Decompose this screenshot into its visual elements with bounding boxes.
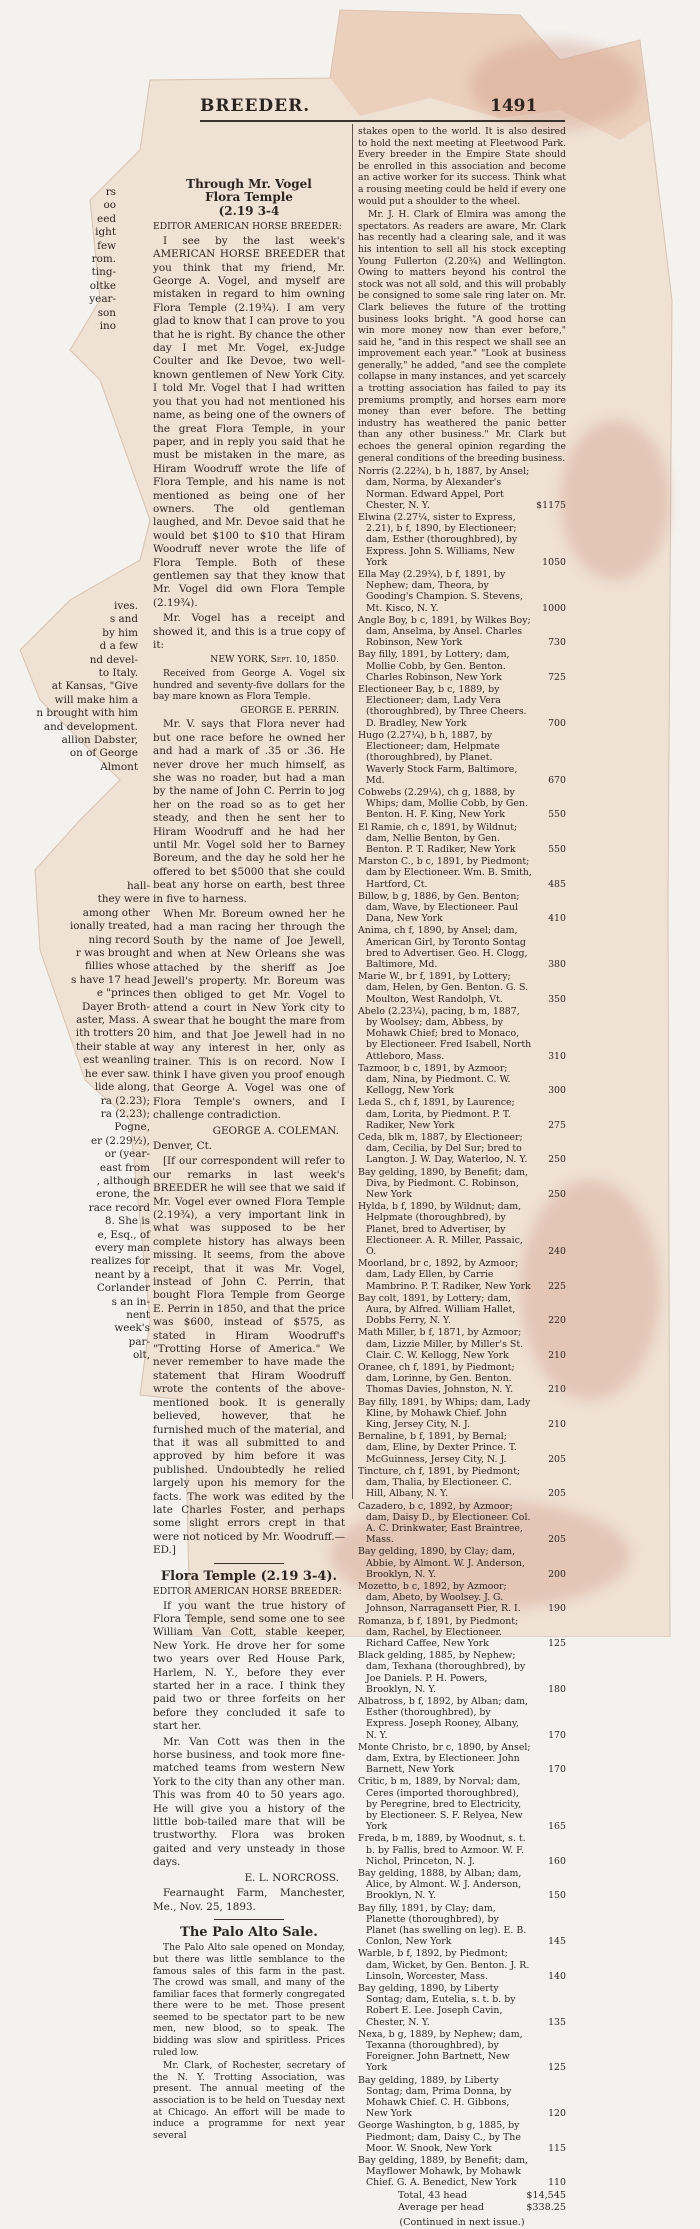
sale-entry-text: Marie W., br f, 1891, by Lottery; dam, Helen, by Gen. Benton. G. S. Moulton, West Randolph, Vt.	[358, 971, 529, 1005]
sale-entry	[358, 1293, 566, 1327]
sale-entry-text: Bay gelding, 1889, by Liberty Sontag; dam, Prima Donna, by Mohawk Chief. C. H. Gibbons, New York	[358, 2074, 512, 2120]
sale-entry-price: 225	[548, 1280, 566, 1292]
place: Denver, Ct.	[153, 1139, 213, 1152]
page-number: 1491	[490, 96, 538, 116]
fragment-line: rs	[105, 186, 116, 198]
sale-entry-text: Ella May (2.29¾), b f, 1891, by Nephew; dam, Theora, by Gooding's Champion. S. Stevens, Mt. Kisco, N. Y.	[358, 569, 523, 614]
article-heading: Through Mr. Vogel Flora Temple (2.19 3-4	[186, 177, 312, 218]
fragment-line: will make him a	[54, 693, 138, 706]
sale-entry-price: 170	[548, 1729, 566, 1741]
sale-entry-text: Oranee, ch f, 1891, by Piedmont; dam, Lorinne, by Gen. Benton. Thomas Davies, Johnston, N. Y.	[358, 1362, 515, 1396]
sale-entry	[358, 1650, 566, 1695]
receipt-signature: GEORGE E. PERRIN.	[240, 704, 339, 716]
fragment-line: ight	[95, 226, 116, 239]
sale-entry-price: 1050	[542, 556, 566, 568]
sale-entry-price: 205	[548, 1453, 566, 1465]
sale-entry-text: Math Miller, b f, 1871, by Azmoor; dam, Lizzie Miller, by Miller's St. Clair. C. W. Kellogg, New York	[358, 1327, 524, 1361]
sale-entry-price: 180	[548, 1683, 566, 1695]
fragment-line: son	[97, 306, 116, 319]
sale-entry-text: Norris (2.22¾), b h, 1887, by Ansel; dam, Norma, by Alexander's Norman. Edward Appel, Port Chester, N. Y.	[358, 466, 530, 511]
sale-entry-price: 250	[548, 1189, 566, 1201]
sale-entry-price: 275	[548, 1119, 566, 1131]
sale-entry	[358, 2155, 566, 2189]
fragment-line: east from	[99, 1161, 150, 1174]
sale-entry-text: Bay gelding, 1890, by Benefit; dam, Diva, by Piedmont. C. Robinson, New York	[358, 1166, 529, 1201]
sale-entry-price: 210	[548, 1349, 566, 1361]
sale-entry-text: Cobwebs (2.29¼), ch g, 1888, by Whips; dam, Mollie Cobb, by Gen. Benton. H. F. King, New York	[358, 786, 528, 821]
sale-entry-text: Tincture, ch f, 1891, by Piedmont; dam, Thalia, by Electioneer. C. Hill, Albany, N. Y.	[358, 1465, 521, 1500]
sale-entry	[358, 822, 566, 856]
fragment-line: he ever saw.	[84, 1067, 150, 1080]
sale-entry-price: 170	[548, 1764, 566, 1776]
sale-entry-text: Bay filly, 1891, by Whips; dam, Lady Kline, by Mohawk Chief. John King, Jersey City, N. J.	[358, 1396, 531, 1431]
sale-entry	[358, 891, 566, 925]
right-article-column	[358, 126, 566, 2229]
sale-entry-text: Monte Christo, br c, 1890, by Ansel; dam, Extra, by Electioneer. John Barnett, New York	[358, 1741, 531, 1776]
sale-entry	[358, 1868, 566, 1902]
sale-entry-text: Critic, b m, 1889, by Norval; dam, Ceres (imported thoroughbred), by Peregrine, bred to Electricity, by Electioneer. S. F. Relyea, New York	[358, 1776, 523, 1833]
sale-entry-price: 135	[548, 2016, 566, 2028]
sale-entry	[358, 2029, 566, 2074]
fragment-line: Dayer Broth-	[81, 1000, 150, 1013]
sale-entry-text: Angle Boy, b c, 1891, by Wilkes Boy; dam, Anselma, by Ansel. Charles Robinson, New York	[358, 614, 531, 649]
average-label: Average per head	[398, 2201, 484, 2213]
sale-entry-text: Hylda, b f, 1890, by Wildnut; dam, Helpmate (thoroughbred), by Planet, bred to Advertiser, by Electioneer. A. R. Miller, Passaic, O.	[358, 1201, 523, 1258]
paragraph: Mr. Van Cott was then in the horse business, and took more fine-matched teams from western New York to the city than any other man. This was from 40 to 50 years ago. He will give you a history of the little bob-tailed mare that will be trustworthy. Flora was broken gaited and very unsteady in those days.	[153, 1735, 345, 1869]
sale-entry-price: 125	[548, 1637, 566, 1649]
sale-entry-text: Tazmoor, b c, 1891, by Azmoor; dam, Nina, by Piedmont. C. W. Kellogg, New York	[358, 1062, 511, 1097]
sale-entry-text: Marston C., b c, 1891, by Piedmont; dam by Electioneer. Wm. B. Smith, Hartford, Ct.	[358, 856, 532, 890]
sale-entry	[358, 2120, 566, 2154]
sale-entry	[358, 1258, 566, 1292]
fragment-line: week's	[114, 1322, 150, 1335]
sale-entry	[358, 1362, 566, 1396]
fragment-line: lide along,	[94, 1081, 150, 1094]
paragraph: I see by the last week's AMERICAN HORSE BREEDER that you think that my friend, Mr. George A. Vogel, and myself are mistaken in regard to him owning Flora Temple (2.19¾). I am very glad to know that I can prove to you that he is right. By chance the other day I met Mr. Vogel, ex-Judge Coulter and Ike Devoe, two well-known gentlemen of New York City. I told Mr. Vogel that I had written you that you had not mentioned his name, as being one of the owners of the great Flora Temple, in your paper, and in reply you said that he must be mistaken in the mare, as Hiram Woodruff wrote the life of Flora Temple, and his name is not mentioned as being one of her owners. The old gentleman laughed, and Mr. Devoe said that he would bet $100 to $10 that Hiram Woodruff never wrote the life of Flora Temple. Both of these gentlemen say that they know that Mr. Vogel did own Flora Temple (2.19¾).	[153, 234, 345, 609]
sale-entry	[358, 1581, 566, 1615]
sale-entry	[358, 925, 566, 970]
paragraph: The Palo Alto sale opened on Monday, but there was little semblance to the famous sales of this farm in the past. The crowd was small, and many of the familiar faces that formerly congregated there were to be met. Those present seemed to be spectator part to be new men, new blood, so to speak. The bidding was slow and spiritless. Prices ruled low.	[153, 1942, 345, 2058]
sale-entry-price: 145	[548, 1936, 566, 1948]
divider	[214, 1563, 284, 1564]
fragment-line: d a few	[99, 640, 138, 653]
sale-entry	[358, 971, 566, 1005]
sale-totals	[358, 2190, 566, 2214]
sale-entry	[358, 787, 566, 821]
sale-entry	[358, 1903, 566, 1948]
column-divider	[352, 124, 353, 1499]
sale-entry	[358, 730, 566, 786]
torn-fragment-middle	[20, 600, 138, 774]
fragment-line: ra (2.23);	[100, 1107, 150, 1120]
sale-entry-price: 120	[548, 2108, 566, 2120]
sale-entry	[358, 512, 566, 568]
sale-entry-price: 725	[548, 671, 566, 683]
sale-entry-text: Bay gelding, 1890, by Liberty Sontag; dam, Eutelia, s. t. b. by Robert E. Lee. Joseph Cavin, Chester, N. Y.	[358, 1983, 516, 2028]
sale-entry-text: Bay filly, 1891, by Lottery; dam, Mollie Cobb, by Gen. Benton. Charles Robinson, New York	[358, 649, 510, 683]
total-label: Total, 43 head	[398, 2189, 468, 2201]
sale-entry-price: 300	[548, 1085, 566, 1097]
sale-entry	[358, 1132, 566, 1166]
sale-entry	[358, 1546, 566, 1580]
total-value: $14,545	[526, 2189, 566, 2201]
fragment-line: par-	[128, 1335, 150, 1348]
fragment-line: e "princes	[96, 987, 150, 1000]
sale-entry-text: Abelo (2.23¼), pacing, b m, 1887, by Woolsey; dam, Abbess, by Mohawk Chief; bred to Monaco, by Electioneer. Fred Isabell, North Attleboro, Mass.	[358, 1005, 532, 1062]
sale-entry-text: Bay gelding, 1890, by Clay; dam, Abbie, by Almont. W. J. Anderson, Brooklyn, N. Y.	[358, 1546, 525, 1580]
sale-entry	[358, 1167, 566, 1201]
sale-entry	[358, 1948, 566, 1982]
sale-entry-text: Moorland, br c, 1892, by Azmoor; dam, Lady Ellen, by Carrie Mambrino. P. T. Radiker, New York	[358, 1258, 531, 1292]
sale-entry-price: 150	[548, 1890, 566, 1902]
sale-entry	[358, 1397, 566, 1431]
sale-entry	[358, 1327, 566, 1361]
fragment-line: or (year-	[104, 1148, 150, 1161]
sale-entry	[358, 856, 566, 890]
sale-entry-text: Albatross, b f, 1892, by Alban; dam, Esther (thoroughbred), by Express. Joseph Rooney, Albany, N. Y.	[358, 1695, 529, 1741]
fragment-line: er (2.29½),	[90, 1134, 150, 1147]
sale-entry-price: 410	[548, 913, 566, 925]
fragment-line: allion Dabster,	[61, 734, 138, 747]
sale-entry	[358, 1833, 566, 1867]
fragment-line: , although	[96, 1174, 150, 1187]
paragraph: If you want the true history of Flora Temple, send some one to see William Van Cott, stable keeper, New York. He drove her for some two years over Red House Park, Harlem, N. Y., before they ever started her in a race. I think they paid two or three forfeits on her before they concluded it safe to start her.	[153, 1599, 345, 1733]
receipt-place: NEW YORK, Sept. 10, 1850.	[210, 654, 339, 666]
fragment-line: nd devel-	[89, 653, 138, 666]
sale-entry-price: 250	[548, 1154, 566, 1166]
sale-entry	[358, 1201, 566, 1257]
sale-entry-price: 485	[548, 878, 566, 890]
sale-entry	[358, 466, 566, 511]
fragment-line: 8. She is	[104, 1215, 150, 1228]
sale-entry-text: El Ramie, ch c, 1891, by Wildnut; dam, Nellie Benton, by Gen. Benton. P. T. Radiker, New York	[358, 821, 518, 855]
dateline: Fearnaught Farm, Manchester, Me., Nov. 25, 1893.	[153, 1887, 345, 1913]
paragraph: Mr. V. says that Flora never had but one race before he owned her and had a mark of .35 or .36. He never drove her much himself, as she was no roader, but had a man by the name of John C. Perrin to jog her on the road so as to get her steady, and then he sent her to Hiram Woodruff and he had her until Mr. Vogel sold her to Barney Boreum, and the day he sold her he offered to bet $5000 that she could beat any horse on earth, best three in five to harness.	[153, 718, 345, 905]
sale-entry-price: 550	[548, 809, 566, 821]
fragment-line: olt,	[132, 1349, 150, 1362]
fragment-line: Pogne,	[114, 1121, 150, 1134]
fragment-line: ith trotters 20	[75, 1027, 150, 1040]
fragment-line: aster, Mass. A	[76, 1014, 150, 1027]
masthead: BREEDER.	[200, 96, 311, 116]
sale-entry-price: 310	[548, 1050, 566, 1062]
sale-entry-text: Bay colt, 1891, by Lottery; dam, Aura, by Alfred. William Hallet, Dobbs Ferry, N. Y.	[358, 1292, 516, 1327]
fragment-line: on of George	[69, 747, 138, 760]
divider	[214, 1919, 284, 1920]
sale-entry-text: Ceda, blk m, 1887, by Electioneer; dam, Cecilia, by Del Sur; bred to Langton. J. W. Day, Waterloo, N. Y.	[358, 1132, 528, 1166]
fragment-line: n brought with him	[36, 707, 138, 720]
fragment-line: realizes for	[90, 1255, 150, 1268]
sale-entry	[358, 1063, 566, 1097]
fragment-line: Corlander	[96, 1282, 150, 1295]
sale-entry	[358, 684, 566, 729]
sale-entry-text: Warble, b f, 1892, by Piedmont; dam, Wicket, by Gen. Benton. J. R. Linsoln, Worcester, Mass.	[358, 1948, 530, 1982]
sale-entry-text: Electioneer Bay, b c, 1889, by Electioneer; dam, Lady Vera (thoroughbred), by Three Cheers. D. Bradley, New York	[358, 684, 527, 729]
sale-entry-price: $1175	[536, 499, 566, 511]
sale-entry	[358, 1006, 566, 1062]
fragment-line: by him	[102, 626, 138, 639]
sale-entry-text: Anima, ch f, 1890, by Ansel; dam, American Girl, by Toronto Sontag bred to Advertiser. Geo. H. Clogg, Baltimore, Md.	[358, 925, 528, 970]
fragment-line: at Kansas, "Give	[51, 680, 138, 693]
sale-entry-text: Freda, b m, 1889, by Woodnut, s. t. b. by Fallis, bred to Azmoor. W. F. Nichol, Princeton, N. J.	[358, 1833, 526, 1867]
sale-entry	[358, 1776, 566, 1832]
continued-note: (Continued in next issue.)	[399, 2216, 525, 2228]
sale-list	[358, 466, 566, 2188]
receipt-body: Received from George A. Vogel six hundred and seventy-five dollars for the bay mare known as Flora Temple.	[153, 668, 345, 703]
fragment-line: ning record	[88, 933, 150, 946]
sale-entry-price: 205	[548, 1488, 566, 1500]
sale-entry-text: Cazadero, b c, 1892, by Azmoor; dam, Daisy D., by Electioneer. Col. A. C. Drinkwater, East Braintree, Mass.	[358, 1500, 531, 1546]
fragment-line: ra (2.23);	[100, 1094, 150, 1107]
paragraph: Mr. Clark, of Rochester, secretary of the N. Y. Trotting Association, was present. The annual meeting of the association is to be held on Tuesday next at Chicago. An effort will be made to induce a programme for next year several	[153, 2060, 345, 2141]
sale-entry-price: 380	[548, 958, 566, 970]
letter-salutation-2: EDITOR AMERICAN HORSE BREEDER:	[153, 1585, 342, 1597]
torn-fragment-top	[56, 186, 116, 333]
article-heading-2: Flora Temple (2.19 3-4).	[160, 1568, 338, 1584]
paragraph: When Mr. Boreum owned her he had a man racing her through the South by the name of Joe Jewell, and when at New Orleans she was attached by the sheriff as Joe Jewell's property. Mr. Boreum was then obliged to get Mr. Vogel to attend a court in New York city to swear that he bought the mare from him, and that Joe Jewell had in no way any interest in her, only as trainer. This is on record. Now I think I have given you proof enough that George A. Vogel was one of Flora Temple's owners, and I challenge contradiction.	[153, 908, 345, 1122]
sale-entry-text: Black gelding, 1885, by Nephew; dam, Texhana (thoroughbred), by Joe Daniels. P. H. Powers, Brooklyn, N. Y.	[358, 1650, 526, 1695]
sale-entry-price: 190	[548, 1603, 566, 1615]
sale-entry-text: Leda S., ch f, 1891, by Laurence; dam, Lorita, by Piedmont. P. T. Radiker, New York	[358, 1097, 515, 1131]
sale-entry-price: 125	[548, 2062, 566, 2074]
article-heading-3: The Palo Alto Sale.	[180, 1924, 318, 1940]
paragraph: Mr. Vogel has a receipt and showed it, and this is a true copy of it:	[153, 612, 345, 651]
signature: GEORGE A. COLEMAN.	[212, 1124, 339, 1137]
paragraph: stakes open to the world. It is also desired to hold the next meeting at Fleetwood Park. Every breeder in the Empire State should be enrolled in this association and become an active worker for its success. Think what a rousing meeting could be held if every one would put a shoulder to the wheel.	[358, 126, 566, 207]
fragment-line: s have 17 head	[70, 973, 150, 986]
sale-entry-text: Billow, b g, 1886, by Gen. Benton; dam, Wave, by Electioneer. Paul Dana, New York	[358, 890, 520, 925]
sale-entry	[358, 1097, 566, 1131]
fragment-line: Almont	[100, 760, 138, 773]
sale-entry-price: 140	[548, 1970, 566, 1982]
sale-entry	[358, 1616, 566, 1650]
left-article-column	[153, 178, 345, 2143]
sale-entry	[358, 569, 566, 614]
sale-entry-price: 240	[548, 1246, 566, 1258]
fragment-line: est weanling	[83, 1054, 150, 1067]
sale-entry-text: Romanza, b f, 1891, by Piedmont; dam, Rachel, by Electioneer. Richard Caffee, New York	[358, 1615, 519, 1649]
paragraph: Mr. J. H. Clark of Elmira was among the spectators. As readers are aware, Mr. Clark has recently had a clearing sale, and it was his intention to sell all his stock excepting Young Fullerton (2.20¾) and Wellington. Owing to matters beyond his control the stock was not all sold, and this will probably be consigned to some sale ring later on. Mr. Clark believes the future of the trotting business looks bright. "A good horse can win more money now than ever before," said he, "and in this respect we shall see an improvement each year." "Look at business generally," he added, "and see the complete collapse in many instances, and yet scarcely a trotting association has failed to pay its premiums promptly, and horses earn more money than ever before. The betting industry has weathered the panic better than any other business." Mr. Clark but echoes the general opinion regarding the general conditions of the breeding business.	[358, 209, 566, 464]
sale-entry-price: 210	[548, 1419, 566, 1431]
sale-entry-text: Bernaline, b f, 1891, by Bernal; dam, Eline, by Dexter Prince. T. McGuinness, Jersey City, N. J.	[358, 1431, 517, 1465]
fragment-line: year-	[89, 293, 116, 306]
sale-entry-price: 165	[548, 1821, 566, 1833]
fragment-line: r was brought	[75, 947, 150, 960]
sale-entry-price: 550	[548, 843, 566, 855]
sale-entry	[358, 1466, 566, 1500]
sale-entry-price: 115	[548, 2142, 566, 2154]
sale-entry-price: 210	[548, 1384, 566, 1396]
editor-note: [If our correspondent will refer to our remarks in last week's BREEDER he will see that we said if Mr. Vogel ever owned Flora Temple (2.19¾), a very important link in what was supposed to be her complete history has always been missing. It seems, from the above receipt, that it was Mr. Vogel, instead of John C. Perrin, that bought Flora Temple from George E. Perrin in 1850, and that the price was $600, instead of $575, as stated in Hiram Woodruff's "Trotting Horse of America." We never remember to have made the statement that Hiram Woodruff wrote the contents of the above-mentioned book. It is generally believed, however, that he furnished much of the material, and that it was all submitted to and approved by him before it was published. Undoubtedly he relied largely upon his memory for the facts. The work was edited by the late Charles Foster, and perhaps some slight errors crept in that were not noticed by Mr. Woodruff.—ED.]	[153, 1155, 345, 1557]
sale-entry	[358, 649, 566, 683]
page-header	[150, 96, 570, 120]
sale-entry-price: 110	[548, 2177, 566, 2189]
signature-2: E. L. NORCROSS.	[244, 1871, 339, 1884]
fragment-line: ino	[99, 320, 116, 333]
sale-entry-text: Bay gelding, 1888, by Alban; dam, Alice, by Almont. W. J. Anderson, Brooklyn, N. Y.	[358, 1868, 522, 1902]
fragment-line: rom.	[91, 253, 116, 266]
fragment-line: oltke	[89, 279, 116, 292]
fragment-line: ting-	[91, 266, 116, 279]
sale-entry-text: Mozetto, b c, 1892, by Azmoor; dam, Abeto, by Woolsey. J. G. Johnson, Narragansett Pier, R. I.	[358, 1580, 521, 1615]
header-rule	[200, 120, 565, 122]
fragment-line: s and	[109, 613, 138, 626]
fragment-line: erone, the	[96, 1188, 150, 1201]
sale-entry	[358, 615, 566, 649]
fragment-line: they were	[97, 893, 150, 906]
sale-entry	[358, 1742, 566, 1776]
sale-entry-price: 205	[548, 1534, 566, 1546]
fragment-line: ionally treated,	[69, 920, 150, 933]
fragment-line: and development.	[43, 720, 138, 733]
fragment-line: among other	[82, 906, 150, 919]
sale-entry-text: Nexa, b g, 1889, by Nephew; dam, Texanna (thoroughbred), by Foreigner. John Bartnett, New York	[358, 2028, 523, 2074]
average-value: $338.25	[526, 2201, 566, 2213]
fragment-line: to Italy.	[98, 667, 138, 680]
fragment-line: oo	[103, 199, 116, 212]
fragment-line: s an in-	[111, 1295, 150, 1308]
fragment-line: hall-	[126, 880, 150, 892]
sale-entry	[358, 1431, 566, 1465]
sale-entry-text: Hugo (2.27¼), b h, 1887, by Electioneer; dam, Helpmate (thoroughbred), by Planet. Waverly Stock Farm, Baltimore, Md.	[358, 729, 518, 786]
sale-entry	[358, 2075, 566, 2120]
sale-entry	[358, 1696, 566, 1741]
letter-salutation: EDITOR AMERICAN HORSE BREEDER:	[153, 221, 342, 233]
sale-entry-text: George Washington, b g, 1885, by Piedmont; dam, Daisy C., by The Moor. W. Snook, New York	[358, 2120, 521, 2154]
sale-entry-price: 220	[548, 1315, 566, 1327]
fragment-line: e, Esq., of	[97, 1228, 150, 1241]
fragment-line: nent	[126, 1309, 150, 1321]
fragment-line: race record	[88, 1201, 150, 1214]
fragment-line: neant by a	[94, 1268, 150, 1281]
sale-entry-text: Bay gelding, 1889, by Benefit; dam, Mayflower Mohawk, by Mohawk Chief. G. A. Benedict, New York	[358, 2155, 529, 2189]
sale-entry-text: Bay filly, 1891, by Clay; dam, Planette (thoroughbred), by Planet (has swelling on leg). E. B. Conlon, New York	[358, 1902, 527, 1948]
fragment-line: fillies whose	[84, 960, 150, 973]
fragment-line: few	[97, 239, 116, 252]
fragment-line: ives.	[114, 600, 138, 612]
sale-entry-price: 730	[548, 637, 566, 649]
fragment-line: every man	[94, 1241, 150, 1254]
torn-fragment-bottom	[40, 880, 150, 1363]
sale-entry-price: 1000	[542, 602, 566, 614]
sale-entry-price: 200	[548, 1568, 566, 1580]
sale-entry-price: 670	[548, 774, 566, 786]
fragment-line: their stable at	[75, 1040, 150, 1053]
sale-entry	[358, 1983, 566, 2028]
sale-entry-price: 160	[548, 1855, 566, 1867]
sale-entry-price: 700	[548, 717, 566, 729]
sale-entry	[358, 1501, 566, 1546]
sale-entry-price: 350	[548, 993, 566, 1005]
fragment-line: eed	[97, 212, 116, 225]
sale-entry-text: Elwina (2.27¼, sister to Express, 2.21), b f, 1890, by Electioneer; dam, Esther (thoroughbred), by Express. John S. Williams, New York	[358, 512, 518, 568]
